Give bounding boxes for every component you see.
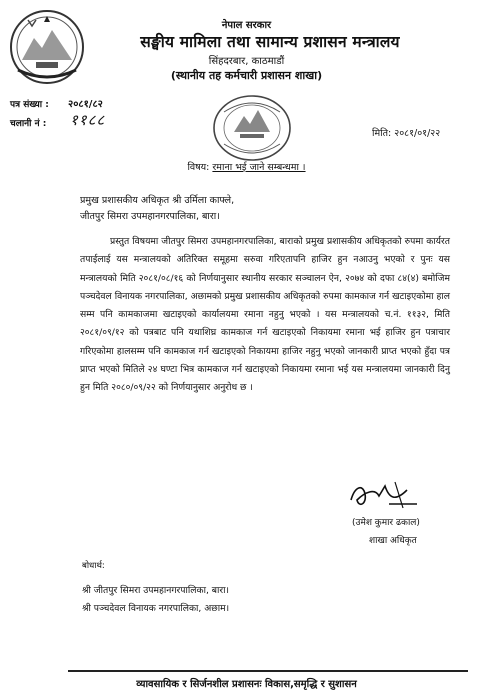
- recipient-address: [80, 193, 234, 225]
- subject-line: [0, 160, 493, 173]
- office-stamp-icon: [210, 92, 294, 164]
- dispatch-no-label: चलानी नं :: [10, 119, 47, 129]
- signatory-name: (उमेश कुमार ढकाल): [352, 518, 420, 528]
- branch-name: (स्थानीय तह कर्मचारी प्रशासन शाखा): [170, 69, 323, 82]
- date-field: [372, 126, 440, 139]
- footer-slogan: व्यावसायिक र सिर्जनशील प्रशासनः विकास,समृद्धि र सुशासन: [136, 679, 357, 690]
- signatory-title: शाखा अधिकृत: [369, 536, 417, 546]
- ministry-location: सिंहदरबार, काठमाडौं: [208, 56, 285, 67]
- letter-no-label: पत्र संख्या :: [10, 100, 49, 110]
- cc-label: बोधार्थ:: [82, 561, 105, 571]
- letter-body: [80, 233, 450, 398]
- body-paragraph: प्रस्तुत विषयमा जीतपुर सिमरा उपमहानगरपालिका, बाराको प्रमुख प्रशासकीय अधिकृतको रुपमा कार्यरत तपाईलाई यस मन्त्रालयको अतिरिक्त समूहमा सरुवा गरिएतापनि हाजिर हुन नआउनु भएको र पुनः यस मन्त्रालयको मिति २०८१/०८/१६ को निर्णयानुसार स्थानीय सरकार सञ्चालन ऐन, २०७४ को दफा ८४(४) बमोजिम पञ्चदेवल विनायक नगरपालिका, अछामको प्रमुख प्रशासकीय अधिकृतको रुपमा कामकाज गर्न खटाइएकोमा हाल सम्म पनि कामकाजमा खटाइएको कार्यालयमा रमाना नहुनु भएको । यस मन्त्रालयको च.नं. ११३२, मिति २०८१/०९/१२ को पत्रबाट पनि यथाशिघ्र कामकाज गर्न खटाइएको निकायमा रमाना भई हाजिर हुन पत्राचार गरिएकोमा हालसम्म पनि कामकाज गर्न खटाइएको निकायमा हाजिर नहुनु भएको जानकारी प्राप्त भएको हुँदा पत्र प्राप्त भएको मितिले २४ घण्टा भित्र कामकाज गर्न खटाइएको निकायमा रमाना भई यस मन्त्रालयमा जानकारी दिनु हुन मिति २०८०/०९/२२ को निर्णयानुसार अनुरोध छ ।: [80, 236, 450, 394]
- recipient-line-2: जीतपुर सिमरा उपमहानगरपालिका, बारा।: [80, 211, 220, 222]
- ministry-title: सङ्घीय मामिला तथा सामान्य प्रशासन मन्त्रालय: [140, 33, 400, 51]
- dispatch-no-value: ११८८: [70, 111, 106, 129]
- date-value: २०८१/०१/२२: [394, 128, 441, 139]
- footer-divider: [68, 670, 468, 672]
- cc-section: [82, 558, 229, 618]
- subject-label: विषय:: [187, 162, 210, 173]
- recipient-line-1: प्रमुख प्रशासकीय अधिकृत श्री उर्मिला काफ्ले,: [80, 195, 235, 206]
- date-label: मिति:: [372, 128, 392, 139]
- government-title: नेपाल सरकार: [221, 20, 272, 31]
- letter-no-value: २०८१/८२: [68, 99, 103, 110]
- cc-item: श्री जीतपुर सिमरा उपमहानगरपालिका, बारा।: [82, 585, 230, 596]
- subject-text: रमाना भई जाने सम्बन्धमा ।: [212, 162, 306, 173]
- cc-item: श्री पञ्चदेवल विनायक नगरपालिका, अछाम।: [82, 603, 230, 614]
- handwritten-signature: [345, 478, 425, 514]
